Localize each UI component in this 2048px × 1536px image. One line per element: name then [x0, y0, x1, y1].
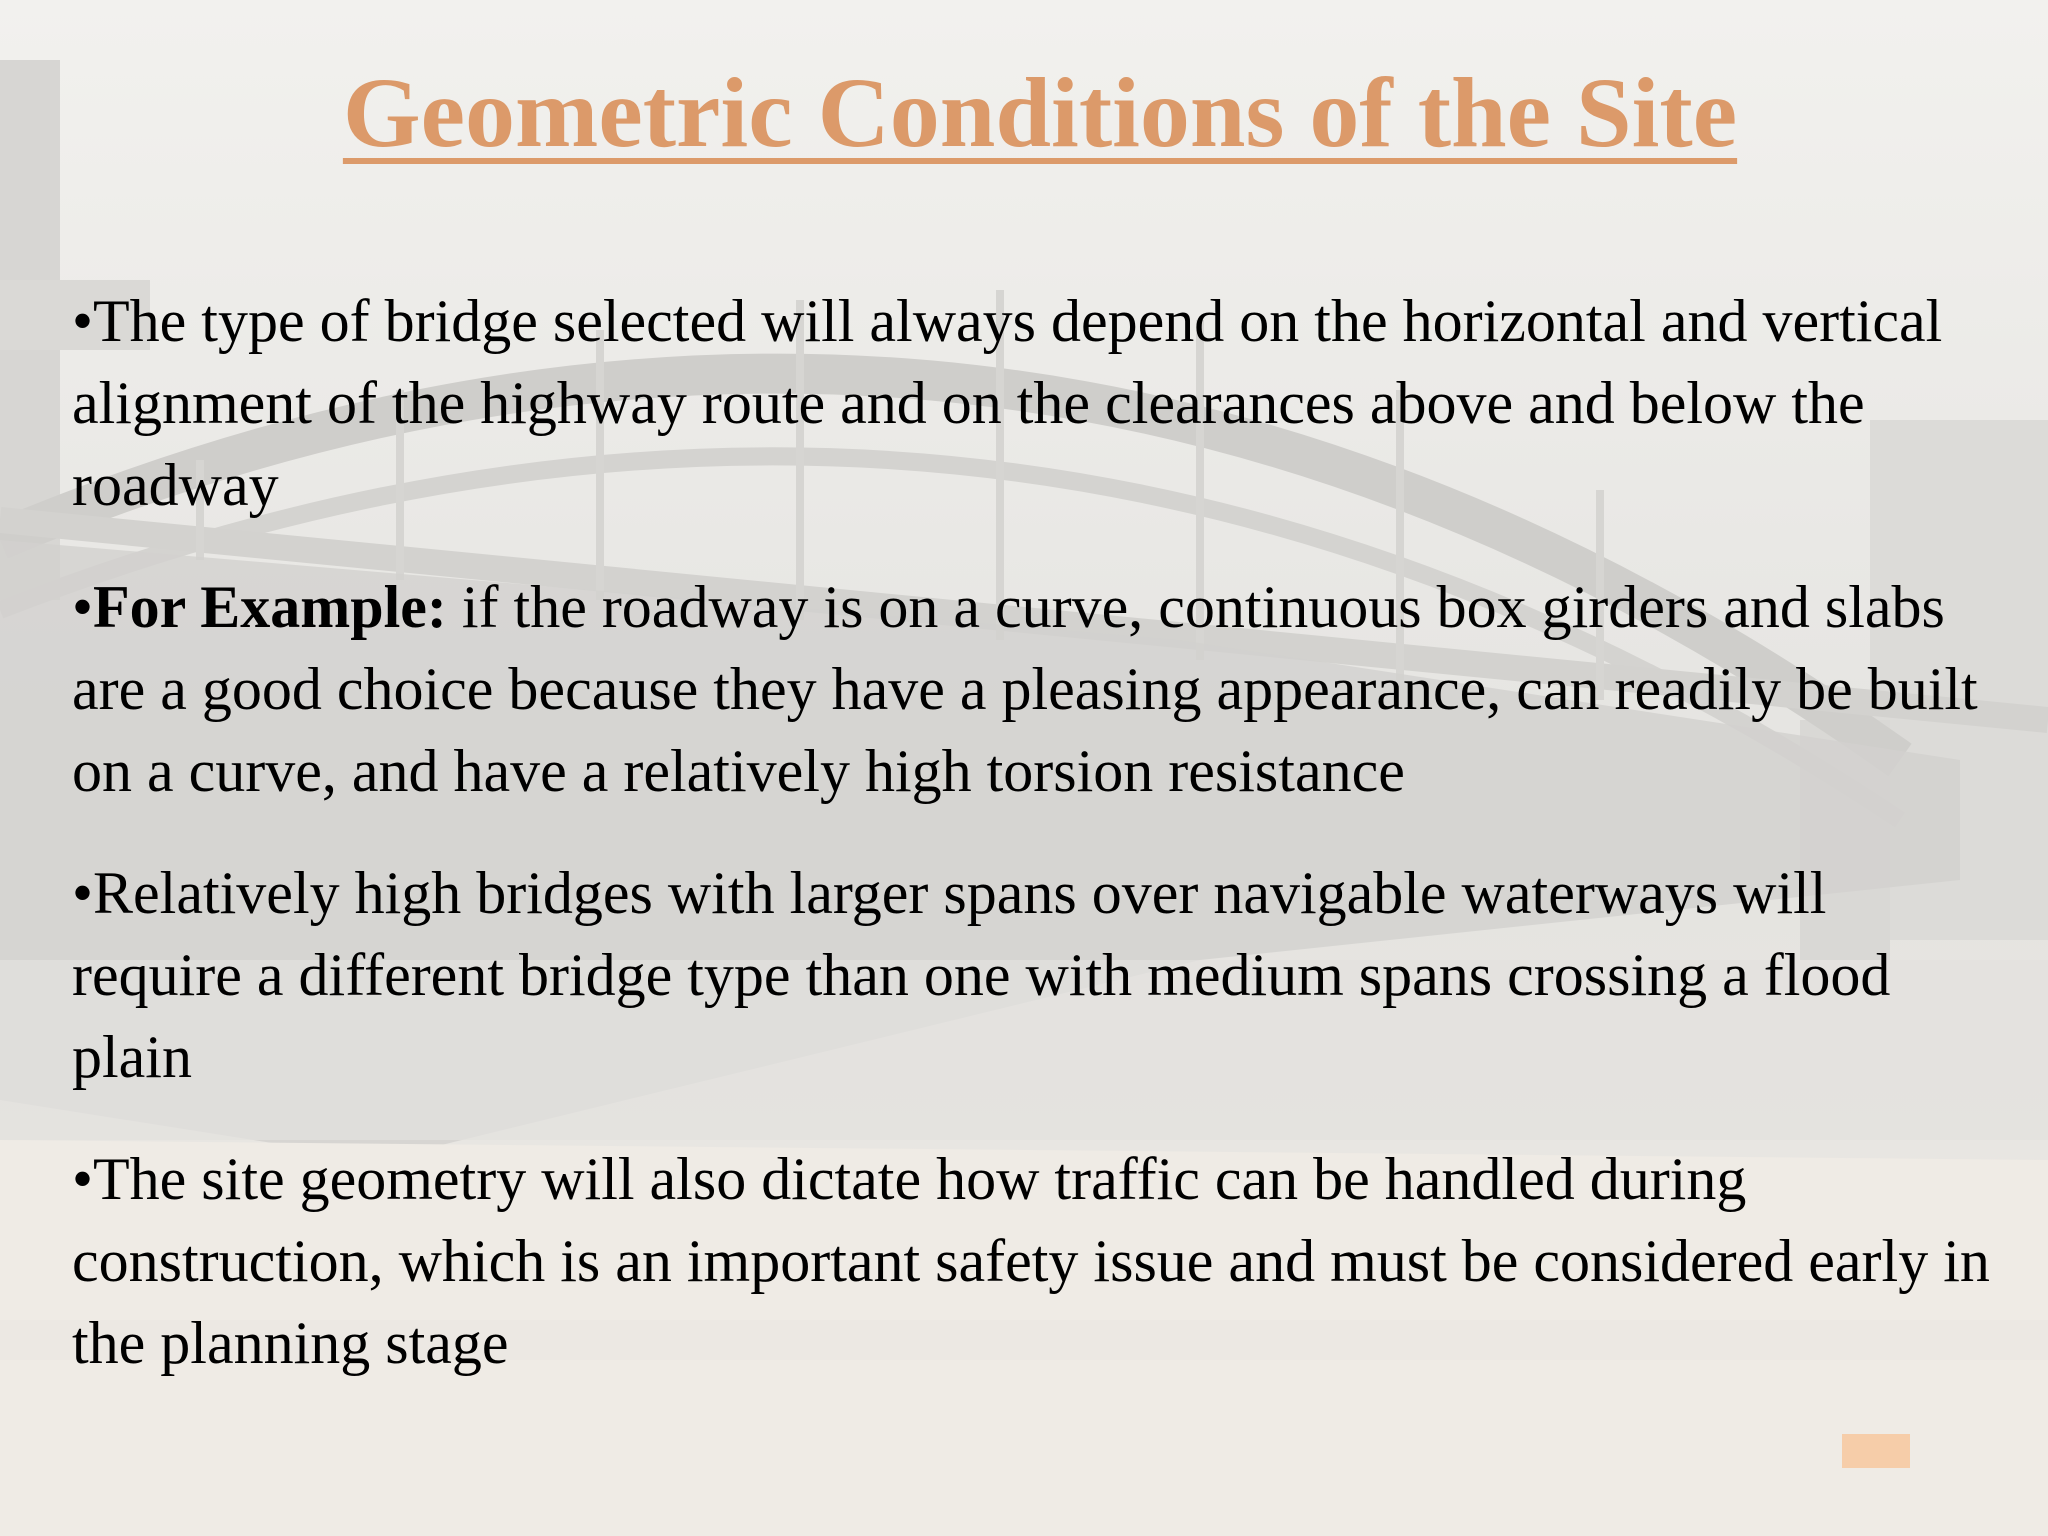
bullet-text: Relatively high bridges with larger spans over navigable waterways will require a different bridge type than one with medium spans crossing a flood plain	[72, 860, 1891, 1090]
bullet-text: The site geometry will also dictate how traffic can be handled during construction, which is an important safety issue and must be considered early in the planning stage	[72, 1146, 1990, 1376]
bullet-item	[72, 852, 1992, 1098]
bullet-text: if the roadway is on a curve, continuous box girders and slabs are a good choice because they have a pleasing appearance, can readily be built on a curve, and have a relatively high torsion resistance	[72, 574, 1978, 804]
bullet-marker: •	[72, 1146, 94, 1212]
bullet-item	[72, 1138, 1992, 1384]
slide-title: Geometric Conditions of the Site	[342, 57, 1738, 168]
bullet-marker: •	[72, 288, 94, 354]
bullet-item	[72, 280, 1992, 526]
slide-corner-mark	[1842, 1434, 1910, 1468]
bullet-marker: •	[72, 574, 94, 640]
bullet-text: The type of bridge selected will always depend on the horizontal and vertical alignment of the highway route and on the clearances above and below the roadway	[72, 288, 1943, 518]
bullet-list	[72, 280, 1992, 1424]
bullet-bold-lead: For Example:	[93, 574, 447, 640]
bullet-item	[72, 566, 1992, 812]
bullet-marker: •	[72, 860, 94, 926]
